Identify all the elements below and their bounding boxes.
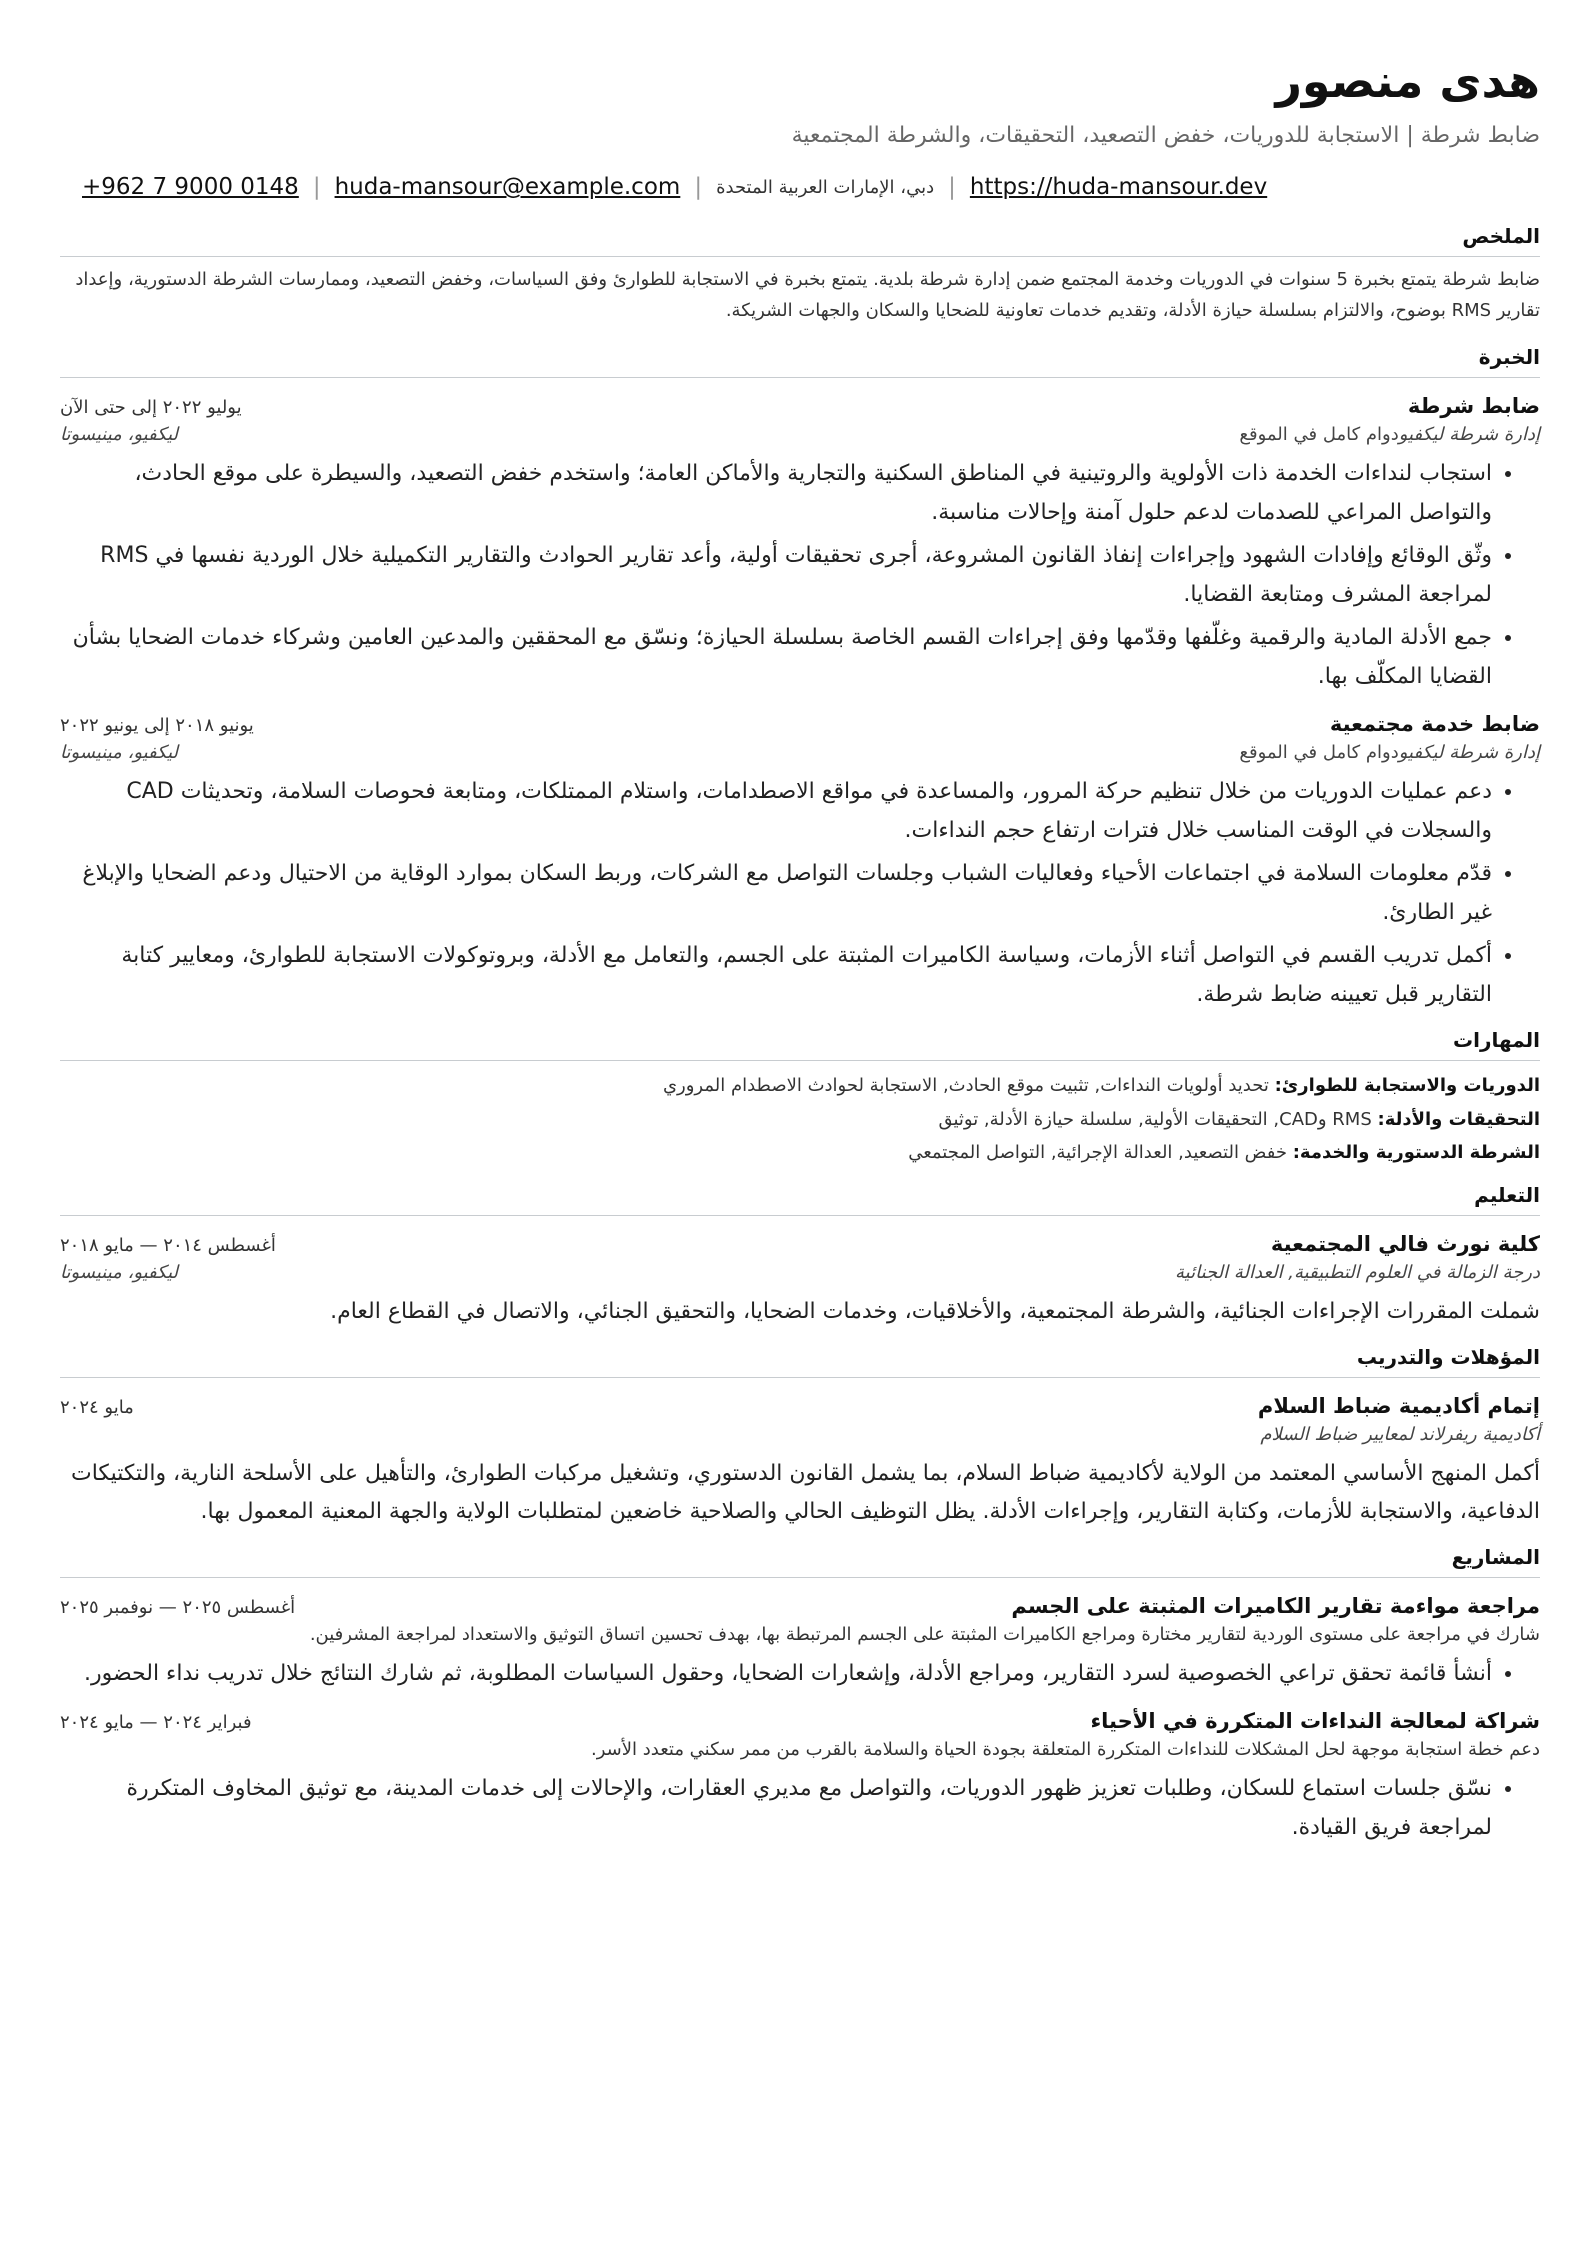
skill-group	[60, 1069, 1540, 1102]
certification-date: مايو ٢٠٢٤	[60, 1397, 134, 1419]
school-location: ليكفيو، مينيسوتا	[60, 1262, 179, 1284]
school-name: كلية نورث فالي المجتمعية	[1270, 1232, 1540, 1257]
list-item: • وثّق الوقائع وإفادات الشهود وإجراءات إنفاذ القانون المشروعة، أجرى تحقيقات أولية، وأعد تقارير الحوادث والتقارير التكميلية خلال الوردية نفسها في RMS لمراجعة المشرف ومتابعة القضايا.	[60, 537, 1492, 614]
job-location: ليكفيو، مينيسوتا	[60, 424, 179, 446]
experience-entry	[60, 712, 1540, 1014]
skill-group-label: الدوريات والاستجابة للطوارئ:	[1274, 1075, 1540, 1097]
project-bullets	[60, 1770, 1540, 1847]
section-title-skills: المهارات	[60, 1028, 1540, 1061]
contact-separator: |	[948, 174, 956, 201]
job-date: يونيو ٢٠١٨ إلى يونيو ٢٠٢٢	[60, 715, 254, 737]
list-item: • قدّم معلومات السلامة في اجتماعات الأحياء وفعاليات الشباب وجلسات التواصل مع الشركات، وربط السكان بموارد الوقاية من الاحتيال ودعم الضحايا والإبلاغ غير الطارئ.	[60, 855, 1492, 932]
project-date: أغسطس ٢٠٢٥ — نوفمبر ٢٠٢٥	[60, 1596, 296, 1618]
certification-name: إتمام أكاديمية ضباط السلام	[1257, 1394, 1540, 1419]
section-title-summary: الملخص	[60, 224, 1540, 257]
project-description: دعم خطة استجابة موجهة لحل المشكلات للنداءات المتكررة المتعلقة بجودة الحياة والسلامة بالقرب من ممر سكني متعدد الأسر.	[591, 1739, 1540, 1761]
skill-group	[60, 1103, 1540, 1136]
section-title-education: التعليم	[60, 1183, 1540, 1216]
skills-list	[60, 1069, 1540, 1169]
contact-separator: |	[694, 174, 703, 201]
education-text: شملت المقررات الإجراءات الجنائية، والشرطة المجتمعية، والأخلاقيات، وخدمات الضحايا، والتحقيق الجنائي، والاتصال في القطاع العام.	[330, 1299, 1540, 1325]
employment-type: دوام كامل في الموقع	[1239, 742, 1399, 764]
education-date: أغسطس ٢٠١٤ — مايو ٢٠١٨	[60, 1235, 276, 1257]
job-location: ليكفيو، مينيسوتا	[60, 742, 179, 764]
location-text: دبي، الإمارات العربية المتحدة	[716, 176, 935, 198]
skill-group-label: التحقيقات والأدلة:	[1377, 1108, 1540, 1130]
job-bullets	[60, 455, 1540, 696]
phone-link[interactable]: +962 7 9000 0148	[82, 174, 299, 201]
degree: درجة الزمالة في العلوم التطبيقية, العدالة الجنائية	[1175, 1262, 1540, 1284]
email-link[interactable]: huda-mansour@example.com	[334, 174, 681, 201]
employer: إدارة شرطة ليكفيو	[1398, 424, 1540, 446]
skill-group-value: RMS وCAD, التحقيقات الأولية, سلسلة حيازة الأدلة, توثيق	[938, 1108, 1378, 1130]
employer: إدارة شرطة ليكفيو	[1398, 742, 1540, 764]
summary-text: ضابط شرطة يتمتع بخبرة 5 سنوات في الدوريات وخدمة المجتمع ضمن إدارة شرطة بلدية. يتمتع بخبرة في الاستجابة للطوارئ وفق السياسات، وخفض التصعيد، وممارسات الشرطة الدستورية، وإعداد تقارير RMS بوضوح، والالتزام بسلسلة حيازة الأدلة، وتقديم خدمات تعاونية للضحايا والسكان والجهات الشريكة.	[75, 269, 1540, 322]
list-item: • نسّق جلسات استماع للسكان، وطلبات تعزيز ظهور الدوريات، والتواصل مع مديري العقارات، والإحالات إلى خدمات المدينة، مع توثيق المخاوف المتكررة لمراجعة فريق القيادة.	[60, 1770, 1492, 1847]
project-entry	[60, 1594, 1540, 1694]
project-name: شراكة لمعالجة النداءات المتكررة في الأحياء	[1090, 1709, 1540, 1734]
project-bullets	[60, 1655, 1540, 1694]
certification-issuer: أكاديمية ريفرلاند لمعايير ضباط السلام	[1260, 1424, 1540, 1446]
certification-entry	[60, 1394, 1540, 1531]
project-description: شارك في مراجعة على مستوى الوردية لتقارير مختارة ومراجع الكاميرات المثبتة على الجسم المرتبطة بها، بهدف تحسين اتساق التوثيق والاستعداد لمراجعة المشرفين.	[309, 1623, 1540, 1645]
contact-separator: |	[312, 174, 321, 201]
certification-text: أكمل المنهج الأساسي المعتمد من الولاية لأكاديمية ضباط السلام، بما يشمل القانون الدستوري، وتشغيل مركبات الطوارئ، والتأهيل على الأسلحة النارية، والتكتيكات الدفاعية، والاستجابة للأزمات، وكتابة التقارير، وإجراءات الأدلة. يظل التوظيف الحالي والصلاحية خاضعين لمتطلبات الولاية والجهة المعنية المعمول بها.	[71, 1461, 1540, 1524]
education-entry	[60, 1232, 1540, 1331]
person-name: هدى منصور	[1275, 54, 1540, 108]
experience-entry	[60, 394, 1540, 696]
skill-group-label: الشرطة الدستورية والخدمة:	[1292, 1141, 1540, 1163]
project-name: مراجعة مواءمة تقارير الكاميرات المثبتة على الجسم	[1011, 1593, 1540, 1618]
website-link[interactable]: https://huda-mansour.dev	[969, 174, 1268, 201]
skill-group-value: خفض التصعيد, العدالة الإجرائية, التواصل المجتمعي	[908, 1141, 1293, 1163]
job-bullets	[60, 773, 1540, 1014]
project-date: فبراير ٢٠٢٤ — مايو ٢٠٢٤	[60, 1712, 252, 1734]
employment-type: دوام كامل في الموقع	[1239, 424, 1399, 446]
list-item: • أكمل تدريب القسم في التواصل أثناء الأزمات، وسياسة الكاميرات المثبتة على الجسم، والتعامل مع الأدلة، وبروتوكولات الاستجابة للطوارئ، ومعايير كتابة التقارير قبل تعيينه ضابط شرطة.	[60, 937, 1492, 1014]
section-title-projects: المشاريع	[60, 1545, 1540, 1578]
list-item: • جمع الأدلة المادية والرقمية وغلّفها وقدّمها وفق إجراءات القسم الخاصة بسلسلة الحيازة؛ ونسّق مع المحققين والمدعين العامين وشركاء خدمات الضحايا بشأن القضايا المكلّف بها.	[60, 619, 1492, 696]
project-entry	[60, 1709, 1540, 1847]
job-date: يوليو ٢٠٢٢ إلى حتى الآن	[60, 397, 242, 419]
list-item: • أنشأ قائمة تحقق تراعي الخصوصية لسرد التقارير، ومراجع الأدلة، وإشعارات الضحايا، وحقول السياسات المطلوبة، ثم شارك النتائج خلال تدريب نداء الحضور.	[60, 1655, 1492, 1694]
list-item: • دعم عمليات الدوريات من خلال تنظيم حركة المرور، والمساعدة في مواقع الاصطدامات، واستلام الممتلكات، ومتابعة فحوصات السلامة، وتحديثات CAD والسجلات في الوقت المناسب خلال فترات ارتفاع حجم النداءات.	[60, 773, 1492, 850]
section-title-certifications: المؤهلات والتدريب	[60, 1345, 1540, 1378]
section-title-experience: الخبرة	[60, 345, 1540, 378]
skill-group	[60, 1136, 1540, 1169]
contact-bar	[60, 174, 1540, 200]
headline: ضابط شرطة | الاستجابة للدوريات، خفض التصعيد، التحقيقات، والشرطة المجتمعية	[791, 122, 1540, 148]
skill-group-value: تحديد أولويات النداءات, تثبيت موقع الحادث, الاستجابة لحوادث الاصطدام المروري	[662, 1075, 1275, 1097]
job-title: ضابط شرطة	[1407, 394, 1540, 419]
list-item: • استجاب لنداءات الخدمة ذات الأولوية والروتينية في المناطق السكنية والتجارية والأماكن العامة؛ واستخدم خفض التصعيد، والسيطرة على موقع الحادث، والتواصل المراعي للصدمات لدعم حلول آمنة وإحالات مناسبة.	[60, 455, 1492, 532]
job-title: ضابط خدمة مجتمعية	[1329, 712, 1540, 737]
